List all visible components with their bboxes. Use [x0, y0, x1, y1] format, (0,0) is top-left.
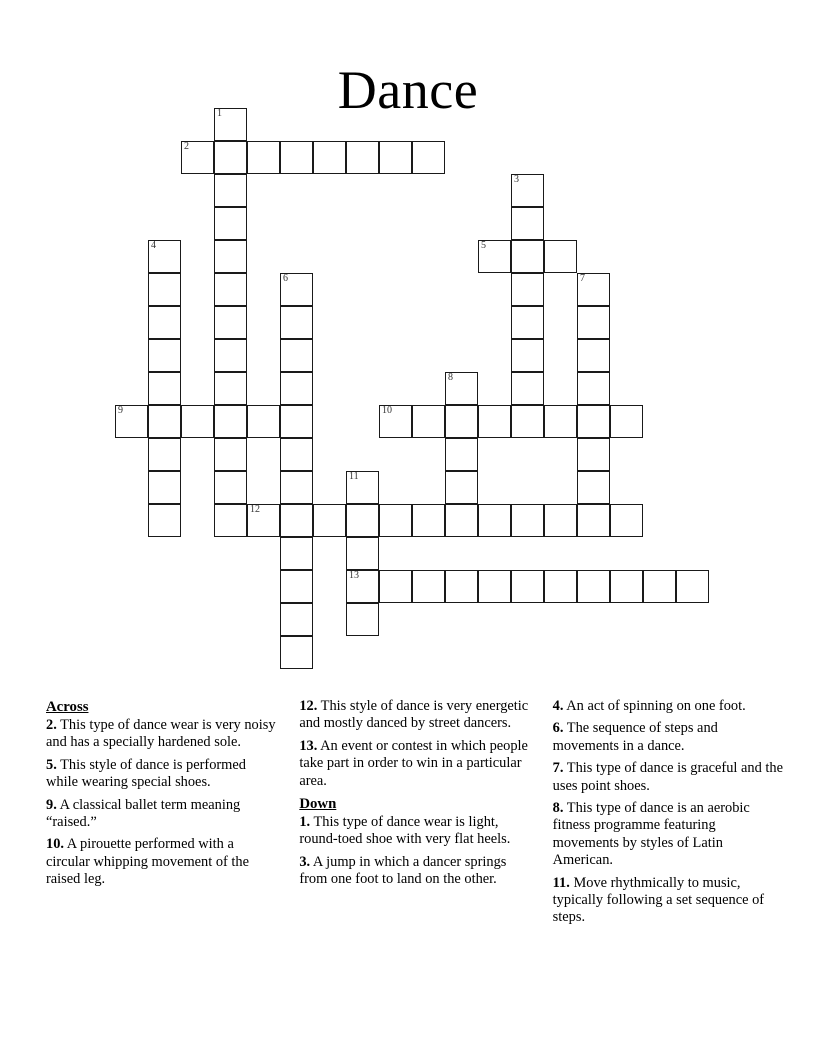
grid-cell[interactable] — [346, 537, 379, 570]
grid-cell[interactable] — [346, 603, 379, 636]
grid-cell[interactable] — [577, 372, 610, 405]
grid-cell-number: 9 — [118, 405, 123, 416]
grid-cell[interactable] — [346, 141, 379, 174]
clue-down-1 — [299, 814, 530, 849]
grid-cell[interactable] — [214, 339, 247, 372]
grid-cell[interactable] — [214, 240, 247, 273]
clue-text: An event or contest in which people take part in order to win in a particular area. — [299, 737, 528, 789]
clue-number: 12. — [299, 698, 318, 714]
clue-number: 6. — [552, 720, 564, 737]
grid-cell[interactable] — [115, 405, 148, 438]
grid-cell[interactable] — [379, 504, 412, 537]
grid-cell[interactable] — [544, 240, 577, 273]
grid-cell[interactable] — [280, 438, 313, 471]
grid-cell[interactable] — [280, 306, 313, 339]
grid-cell[interactable] — [511, 570, 544, 603]
clue-text: This style of dance is performed while wearing special shoes. — [46, 756, 246, 791]
clue-down-7 — [553, 760, 784, 795]
clue-text: This type of dance is graceful and the uses point shoes. — [552, 760, 783, 794]
grid-cell[interactable] — [346, 504, 379, 537]
grid-cell[interactable] — [643, 570, 676, 603]
grid-cell[interactable] — [511, 273, 544, 306]
grid-cell[interactable] — [280, 603, 313, 636]
clue-text: This type of dance is an aerobic fitness programme featuring movements by styles of Latin American. — [552, 800, 750, 869]
grid-cell[interactable] — [280, 471, 313, 504]
grid-cell-number: 6 — [283, 273, 288, 284]
grid-cell[interactable] — [148, 438, 181, 471]
grid-cell[interactable] — [247, 141, 280, 174]
grid-cell[interactable] — [478, 240, 511, 273]
grid-cell[interactable] — [214, 108, 247, 141]
clue-number: 9. — [46, 796, 57, 813]
clue-text: The sequence of steps and movements in a dance. — [552, 720, 718, 754]
grid-cell[interactable] — [511, 207, 544, 240]
grid-cell[interactable] — [445, 504, 478, 537]
clue-text: Move rhythmically to music, typically following a set sequence of steps. — [552, 874, 765, 926]
grid-cell[interactable] — [544, 504, 577, 537]
grid-cell[interactable] — [214, 471, 247, 504]
grid-cell[interactable] — [577, 273, 610, 306]
grid-cell[interactable] — [610, 570, 643, 603]
grid-cell[interactable] — [148, 339, 181, 372]
grid-cell-number: 10 — [382, 405, 392, 416]
clue-text: A jump in which a dancer springs from one foot to land on the other. — [299, 853, 507, 888]
grid-cell-number: 12 — [250, 504, 260, 515]
clue-number: 2. — [46, 717, 57, 733]
grid-cell[interactable] — [280, 537, 313, 570]
grid-cell[interactable] — [181, 405, 214, 438]
grid-cell[interactable] — [478, 504, 511, 537]
clue-number: 10. — [46, 836, 64, 853]
grid-cell[interactable] — [280, 372, 313, 405]
grid-cell-number: 1 — [217, 108, 222, 119]
clue-down-6 — [553, 720, 784, 755]
grid-cell[interactable] — [577, 570, 610, 603]
page-title: Dance — [337, 60, 479, 121]
grid-cell[interactable] — [313, 141, 346, 174]
clue-number: 13. — [299, 737, 318, 754]
grid-cell-number: 7 — [580, 273, 585, 284]
clue-down-11 — [553, 875, 784, 927]
grid-cell[interactable] — [511, 504, 544, 537]
grid-cell[interactable] — [478, 570, 511, 603]
clue-text: This style of dance is very energetic and mostly danced by street dancers. — [299, 698, 529, 732]
grid-cell[interactable] — [577, 339, 610, 372]
clue-text: This type of dance wear is light, round-toed shoe with very flat heels. — [299, 814, 511, 848]
grid-cell[interactable] — [214, 273, 247, 306]
clue-across-5 — [46, 757, 277, 792]
grid-cell[interactable] — [412, 504, 445, 537]
grid-cell-number: 4 — [151, 240, 156, 251]
grid-cell[interactable] — [544, 405, 577, 438]
grid-cell[interactable] — [544, 570, 577, 603]
grid-cell[interactable] — [577, 405, 610, 438]
grid-cell[interactable] — [445, 570, 478, 603]
grid-cell[interactable] — [577, 438, 610, 471]
grid-cell[interactable] — [577, 471, 610, 504]
grid-cell[interactable] — [247, 504, 280, 537]
clue-text: An act of spinning on one foot. — [563, 698, 746, 714]
clue-down-3 — [299, 854, 530, 889]
grid-cell[interactable] — [280, 339, 313, 372]
grid-cell[interactable] — [214, 504, 247, 537]
grid-cell-number: 11 — [349, 471, 359, 482]
grid-cell[interactable] — [412, 405, 445, 438]
clue-number: 8. — [552, 800, 564, 817]
grid-cell[interactable] — [148, 471, 181, 504]
clue-number: 4. — [552, 698, 564, 714]
grid-cell[interactable] — [445, 372, 478, 405]
grid-cell[interactable] — [346, 570, 379, 603]
grid-cell[interactable] — [610, 405, 643, 438]
grid-cell[interactable] — [511, 339, 544, 372]
grid-cell[interactable] — [148, 405, 181, 438]
grid-cell-number: 2 — [184, 141, 189, 152]
grid-cell[interactable] — [379, 141, 412, 174]
grid-cell-number: 5 — [481, 240, 486, 251]
grid-cell[interactable] — [511, 240, 544, 273]
grid-cell[interactable] — [445, 438, 478, 471]
grid-cell[interactable] — [148, 273, 181, 306]
grid-cell[interactable] — [214, 405, 247, 438]
clue-text: A classical ballet term meaning “raised.” — [46, 796, 241, 831]
grid-cell[interactable] — [412, 570, 445, 603]
clue-column-3 — [553, 698, 784, 932]
clue-text: This type of dance wear is very noisy and has a specially hardened sole. — [46, 717, 276, 751]
clue-across-10 — [46, 836, 277, 888]
clue-text: A pirouette performed with a circular whipping movement of the raised leg. — [46, 836, 250, 888]
grid-cell[interactable] — [511, 372, 544, 405]
clue-column-1 — [46, 698, 277, 894]
grid-cell[interactable] — [214, 438, 247, 471]
grid-cell[interactable] — [181, 141, 214, 174]
clue-number: 5. — [46, 756, 57, 773]
grid-cell[interactable] — [577, 504, 610, 537]
clue-down-8 — [553, 800, 784, 870]
grid-cell[interactable] — [511, 306, 544, 339]
clue-down-4 — [553, 698, 784, 715]
clue-across-13 — [299, 738, 530, 790]
grid-cell[interactable] — [280, 636, 313, 669]
grid-cell[interactable] — [346, 471, 379, 504]
grid-cell[interactable] — [445, 471, 478, 504]
grid-cell-number: 3 — [514, 174, 519, 185]
grid-cell[interactable] — [214, 141, 247, 174]
clue-heading-across: Across — [46, 699, 89, 715]
clue-across-12 — [299, 698, 530, 733]
clue-across-2 — [46, 717, 277, 752]
grid-cell[interactable] — [478, 405, 511, 438]
clue-number: 3. — [299, 853, 311, 870]
grid-cell[interactable] — [148, 504, 181, 537]
clue-column-2 — [299, 698, 530, 894]
clue-number: 11. — [552, 874, 570, 891]
grid-cell[interactable] — [511, 405, 544, 438]
grid-cell[interactable] — [412, 141, 445, 174]
grid-cell[interactable] — [280, 570, 313, 603]
clue-number: 7. — [552, 760, 564, 777]
grid-cell[interactable] — [247, 405, 280, 438]
clue-number: 1. — [299, 814, 311, 831]
grid-cell[interactable] — [280, 504, 313, 537]
grid-cell[interactable] — [676, 570, 709, 603]
grid-cell[interactable] — [280, 273, 313, 306]
grid-cell[interactable] — [148, 306, 181, 339]
clues-section — [46, 698, 784, 998]
grid-cell[interactable] — [445, 405, 478, 438]
grid-cell[interactable] — [214, 372, 247, 405]
clue-heading-down: Down — [299, 796, 337, 813]
grid-cell[interactable] — [379, 570, 412, 603]
grid-cell[interactable] — [280, 141, 313, 174]
grid-cell-number: 8 — [448, 372, 453, 383]
grid-cell[interactable] — [610, 504, 643, 537]
grid-cell[interactable] — [313, 504, 346, 537]
grid-cell[interactable] — [379, 405, 412, 438]
grid-cell[interactable] — [511, 174, 544, 207]
grid-cell[interactable] — [214, 207, 247, 240]
grid-cell[interactable] — [148, 372, 181, 405]
grid-cell[interactable] — [214, 306, 247, 339]
grid-cell-number: 13 — [349, 570, 359, 581]
grid-cell[interactable] — [280, 405, 313, 438]
grid-cell[interactable] — [148, 240, 181, 273]
grid-cell[interactable] — [214, 174, 247, 207]
grid-cell[interactable] — [577, 306, 610, 339]
clue-across-9 — [46, 797, 277, 832]
